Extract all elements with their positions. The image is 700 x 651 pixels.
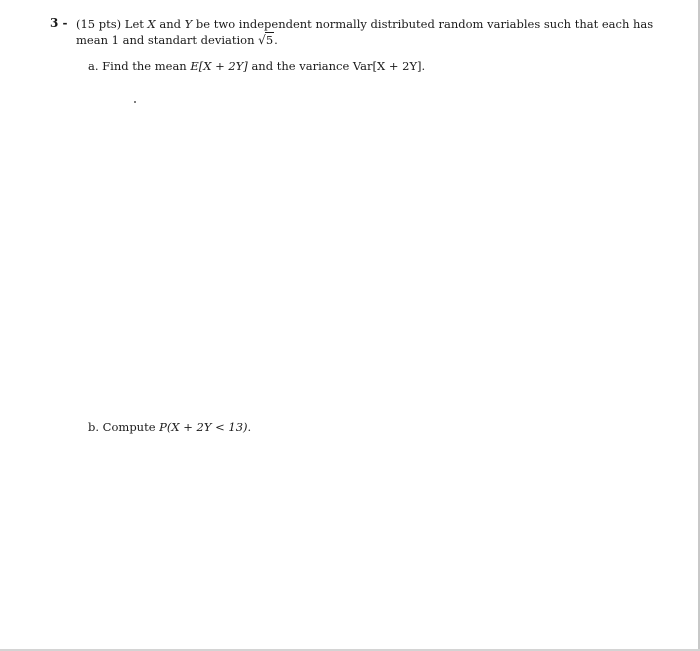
part-a-label: a. <box>88 59 99 73</box>
probability-expression: P(X + 2Y < 13) <box>159 420 248 434</box>
variance-expression: Var[X + 2Y] <box>352 59 422 73</box>
question-text: be two independent normally distributed random variables such that each has <box>192 17 654 31</box>
question-statement <box>76 16 654 48</box>
question-text: . <box>274 33 278 47</box>
question-text: (15 pts) Let <box>76 17 148 31</box>
part-a-text: . <box>421 59 426 73</box>
variable-y: Y <box>184 17 193 31</box>
variable-x: X <box>147 17 156 31</box>
part-b-text: . <box>247 420 252 434</box>
stray-mark <box>134 101 136 103</box>
radicand: 5 <box>265 33 274 47</box>
part-b-label: b. <box>88 420 100 434</box>
part-b <box>88 419 251 435</box>
question-number: 3 - <box>50 16 68 30</box>
mean-expression: E[X + 2Y] <box>190 59 248 73</box>
part-a <box>88 58 425 74</box>
question-text: and <box>155 17 185 31</box>
radical-sign-icon: √ <box>258 33 266 47</box>
square-root <box>258 32 274 48</box>
part-b-text: Compute <box>99 420 160 434</box>
question-line-2 <box>76 32 646 48</box>
part-a-text: and the variance <box>247 59 353 73</box>
question-line-1 <box>76 16 654 32</box>
part-a-text: Find the mean <box>98 59 191 73</box>
question-text: mean 1 and standart deviation <box>76 33 259 47</box>
